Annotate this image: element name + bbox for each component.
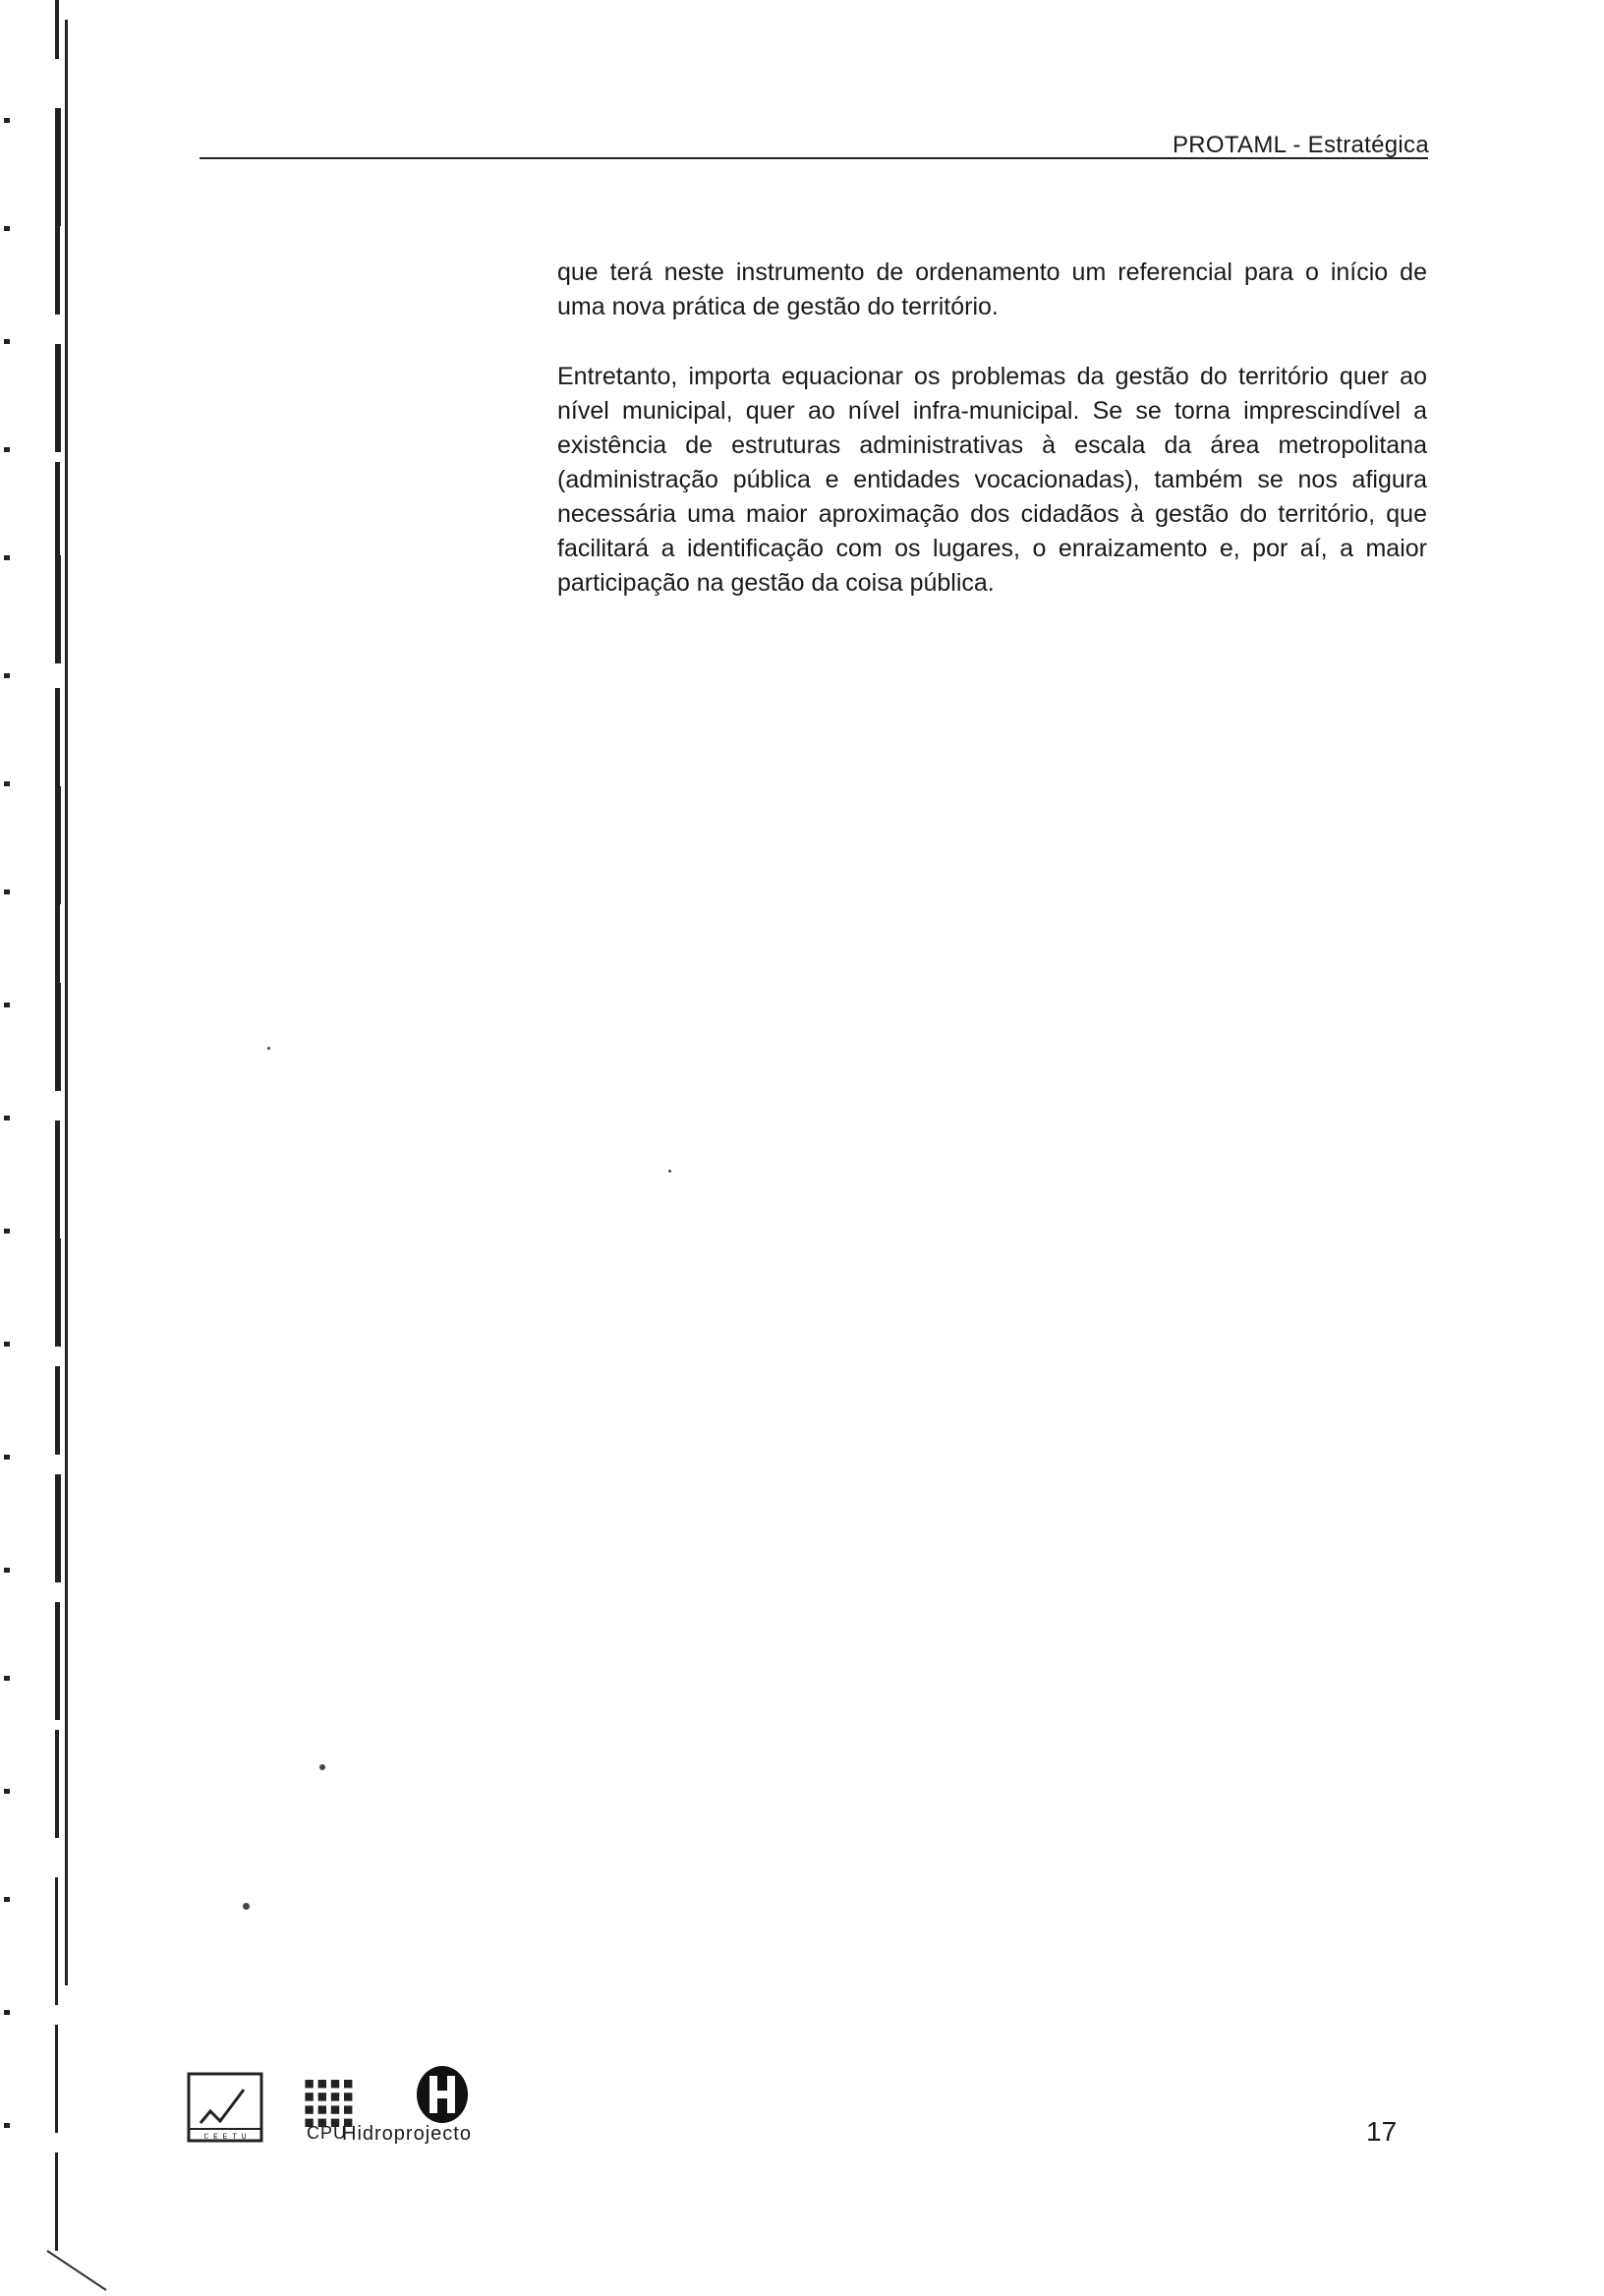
running-header-title: PROTAML - Estratégica (1172, 132, 1429, 158)
footer-logos (187, 2064, 541, 2152)
scan-speck (668, 1170, 671, 1173)
ceetu-logo-label: C E E T U (203, 2133, 247, 2142)
scan-speck (267, 1047, 270, 1050)
hidroprojecto-logo-label: Hidroprojecto (342, 2123, 472, 2145)
ceetu-logo-icon (187, 2072, 263, 2143)
body-text (557, 256, 1427, 636)
scan-speck (319, 1764, 325, 1770)
cpu-logo-label: CPU (307, 2123, 348, 2143)
scan-speck (243, 1903, 250, 1910)
binding-edge-scan (0, 0, 108, 2296)
paragraph-1: que terá neste instrumento de ordenamento um referencial para o início de uma nova prática de gestão do território. (557, 258, 1427, 320)
page-number: 17 (1366, 2116, 1398, 2147)
paragraph-2: Entretanto, importa equacionar os problemas da gestão do território quer ao nível municipal, quer ao nível infra-municipal. Se se torna imprescindível a existência de estruturas administrativas à escala da área metropolitana (administração pública e entidades vocacionadas), também se nos afigura necessária uma maior aproximação dos cidadãos à gestão do território, que facilitará a identificação com os lugares, o enraizamento e, por aí, a maior participação na gestão da coisa pública. (557, 363, 1427, 597)
hidroprojecto-logo-icon (415, 2064, 470, 2125)
